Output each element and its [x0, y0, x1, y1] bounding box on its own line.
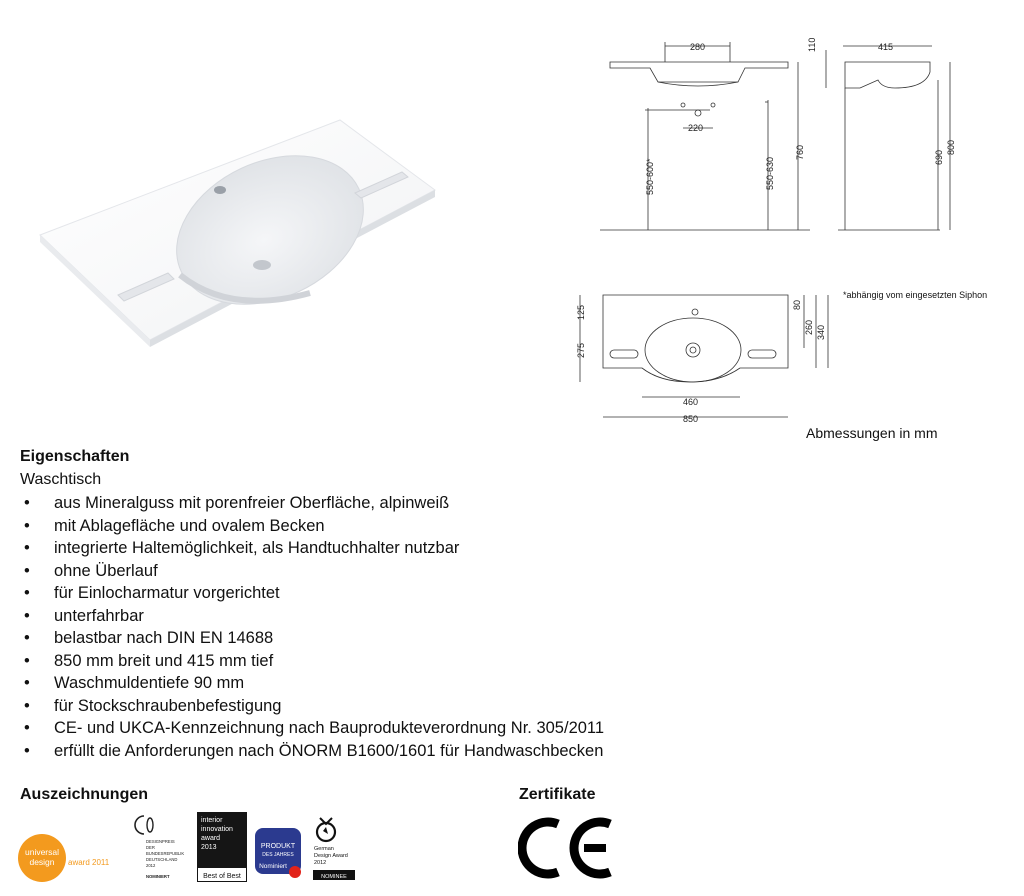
designpreis-line2: DER — [146, 845, 155, 850]
plus-x-award-logo — [253, 826, 303, 882]
designpreis-emblem-icon — [135, 816, 144, 834]
designpreis-status: NOMINIERT — [146, 874, 170, 879]
dim-basin-width: 280 — [690, 42, 706, 52]
dim-total-height: 760 — [795, 144, 805, 160]
interior-innovation-award-logo — [197, 812, 247, 882]
gda-line3: 2012 — [314, 860, 327, 866]
dim-rim-height: 690 — [934, 149, 944, 165]
dimension-drawings — [570, 30, 1020, 430]
designpreis-logo — [134, 812, 194, 882]
ud-year: award 2011 — [68, 858, 110, 867]
iia-line3: award — [201, 835, 221, 842]
iia-line2: innovation — [201, 826, 233, 833]
iia-line4: 2013 — [201, 844, 217, 851]
dim-underside-height: 550-630 — [765, 156, 775, 190]
iia-badge: Best of Best — [203, 873, 241, 880]
list-item: • ohne Überlauf — [20, 560, 604, 583]
gda-status: NOMINEE — [321, 874, 347, 880]
plusx-status: Nominiert — [259, 863, 287, 870]
ud-text-1: universal — [24, 847, 60, 857]
dim-total-width: 850 — [683, 414, 699, 424]
list-item: • Waschmuldentiefe 90 mm — [20, 672, 604, 695]
designpreis-line3: BUNDESREPUBLIK — [146, 851, 185, 856]
certificates-heading: Zertifikate — [519, 786, 596, 803]
dim-edge-depth: 275 — [576, 342, 586, 358]
list-item: • CE- und UKCA-Kennzeichnung nach Bauprodukteverordnung Nr. 305/2011 — [20, 717, 604, 740]
dim-tap-offset: 125 — [576, 304, 586, 320]
plusx-line2: DES JAHRES — [262, 852, 294, 858]
designpreis-line5: 2012 — [146, 863, 156, 868]
list-item: • erfüllt die Anforderungen nach ÖNORM B1600/1601 für Handwaschbecken — [20, 740, 604, 763]
siphon-note: *abhängig vom eingesetzten Siphon — [843, 290, 988, 300]
dim-drain-height: 550-600* — [645, 158, 655, 195]
gda-line1: German — [314, 846, 334, 852]
dim-tap-spacing: 220 — [688, 123, 704, 133]
properties-list — [20, 492, 604, 762]
list-item: • integrierte Haltemöglichkeit, als Handtuchhalter nutzbar — [20, 537, 604, 560]
dim-drain-depth: 340 — [816, 324, 826, 340]
properties-heading: Eigenschaften — [20, 448, 130, 465]
dim-top-basin-width: 460 — [683, 397, 699, 407]
designpreis-line4: DEUTSCHLAND — [146, 857, 178, 862]
ce-mark-icon — [518, 814, 614, 882]
awards-heading: Auszeichnungen — [20, 786, 149, 803]
washbasin-product-image — [30, 115, 450, 355]
list-item: • 850 mm breit und 415 mm tief — [20, 650, 604, 673]
iia-line1: interior — [201, 817, 223, 824]
dim-basin-depth: 260 — [804, 319, 814, 335]
list-item: • für Stockschraubenbefestigung — [20, 695, 604, 718]
list-item: • mit Ablagefläche und ovalem Becken — [20, 515, 604, 538]
gda-line2: Design Award — [314, 853, 348, 859]
designpreis-line1: DESIGNPREIS — [146, 839, 175, 844]
german-design-award-logo — [312, 812, 358, 882]
dimensions-caption: Abmessungen in mm — [806, 425, 938, 441]
dim-overflow-height: 110 — [807, 37, 817, 52]
plusx-line1: PRODUKT — [260, 843, 296, 850]
list-item: • unterfahrbar — [20, 605, 604, 628]
list-item: • aus Mineralguss mit porenfreier Oberfläche, alpinweiß — [20, 492, 604, 515]
dim-front-edge: 80 — [792, 299, 802, 310]
universal-design-award-logo — [18, 832, 118, 884]
dim-depth: 415 — [878, 42, 894, 52]
list-item: • für Einlocharmatur vorgerichtet — [20, 582, 604, 605]
properties-subtitle: Waschtisch — [20, 471, 102, 488]
ud-text-2: design — [29, 857, 55, 867]
list-item: • belastbar nach DIN EN 14688 — [20, 627, 604, 650]
dim-top-height: 800 — [946, 139, 956, 155]
